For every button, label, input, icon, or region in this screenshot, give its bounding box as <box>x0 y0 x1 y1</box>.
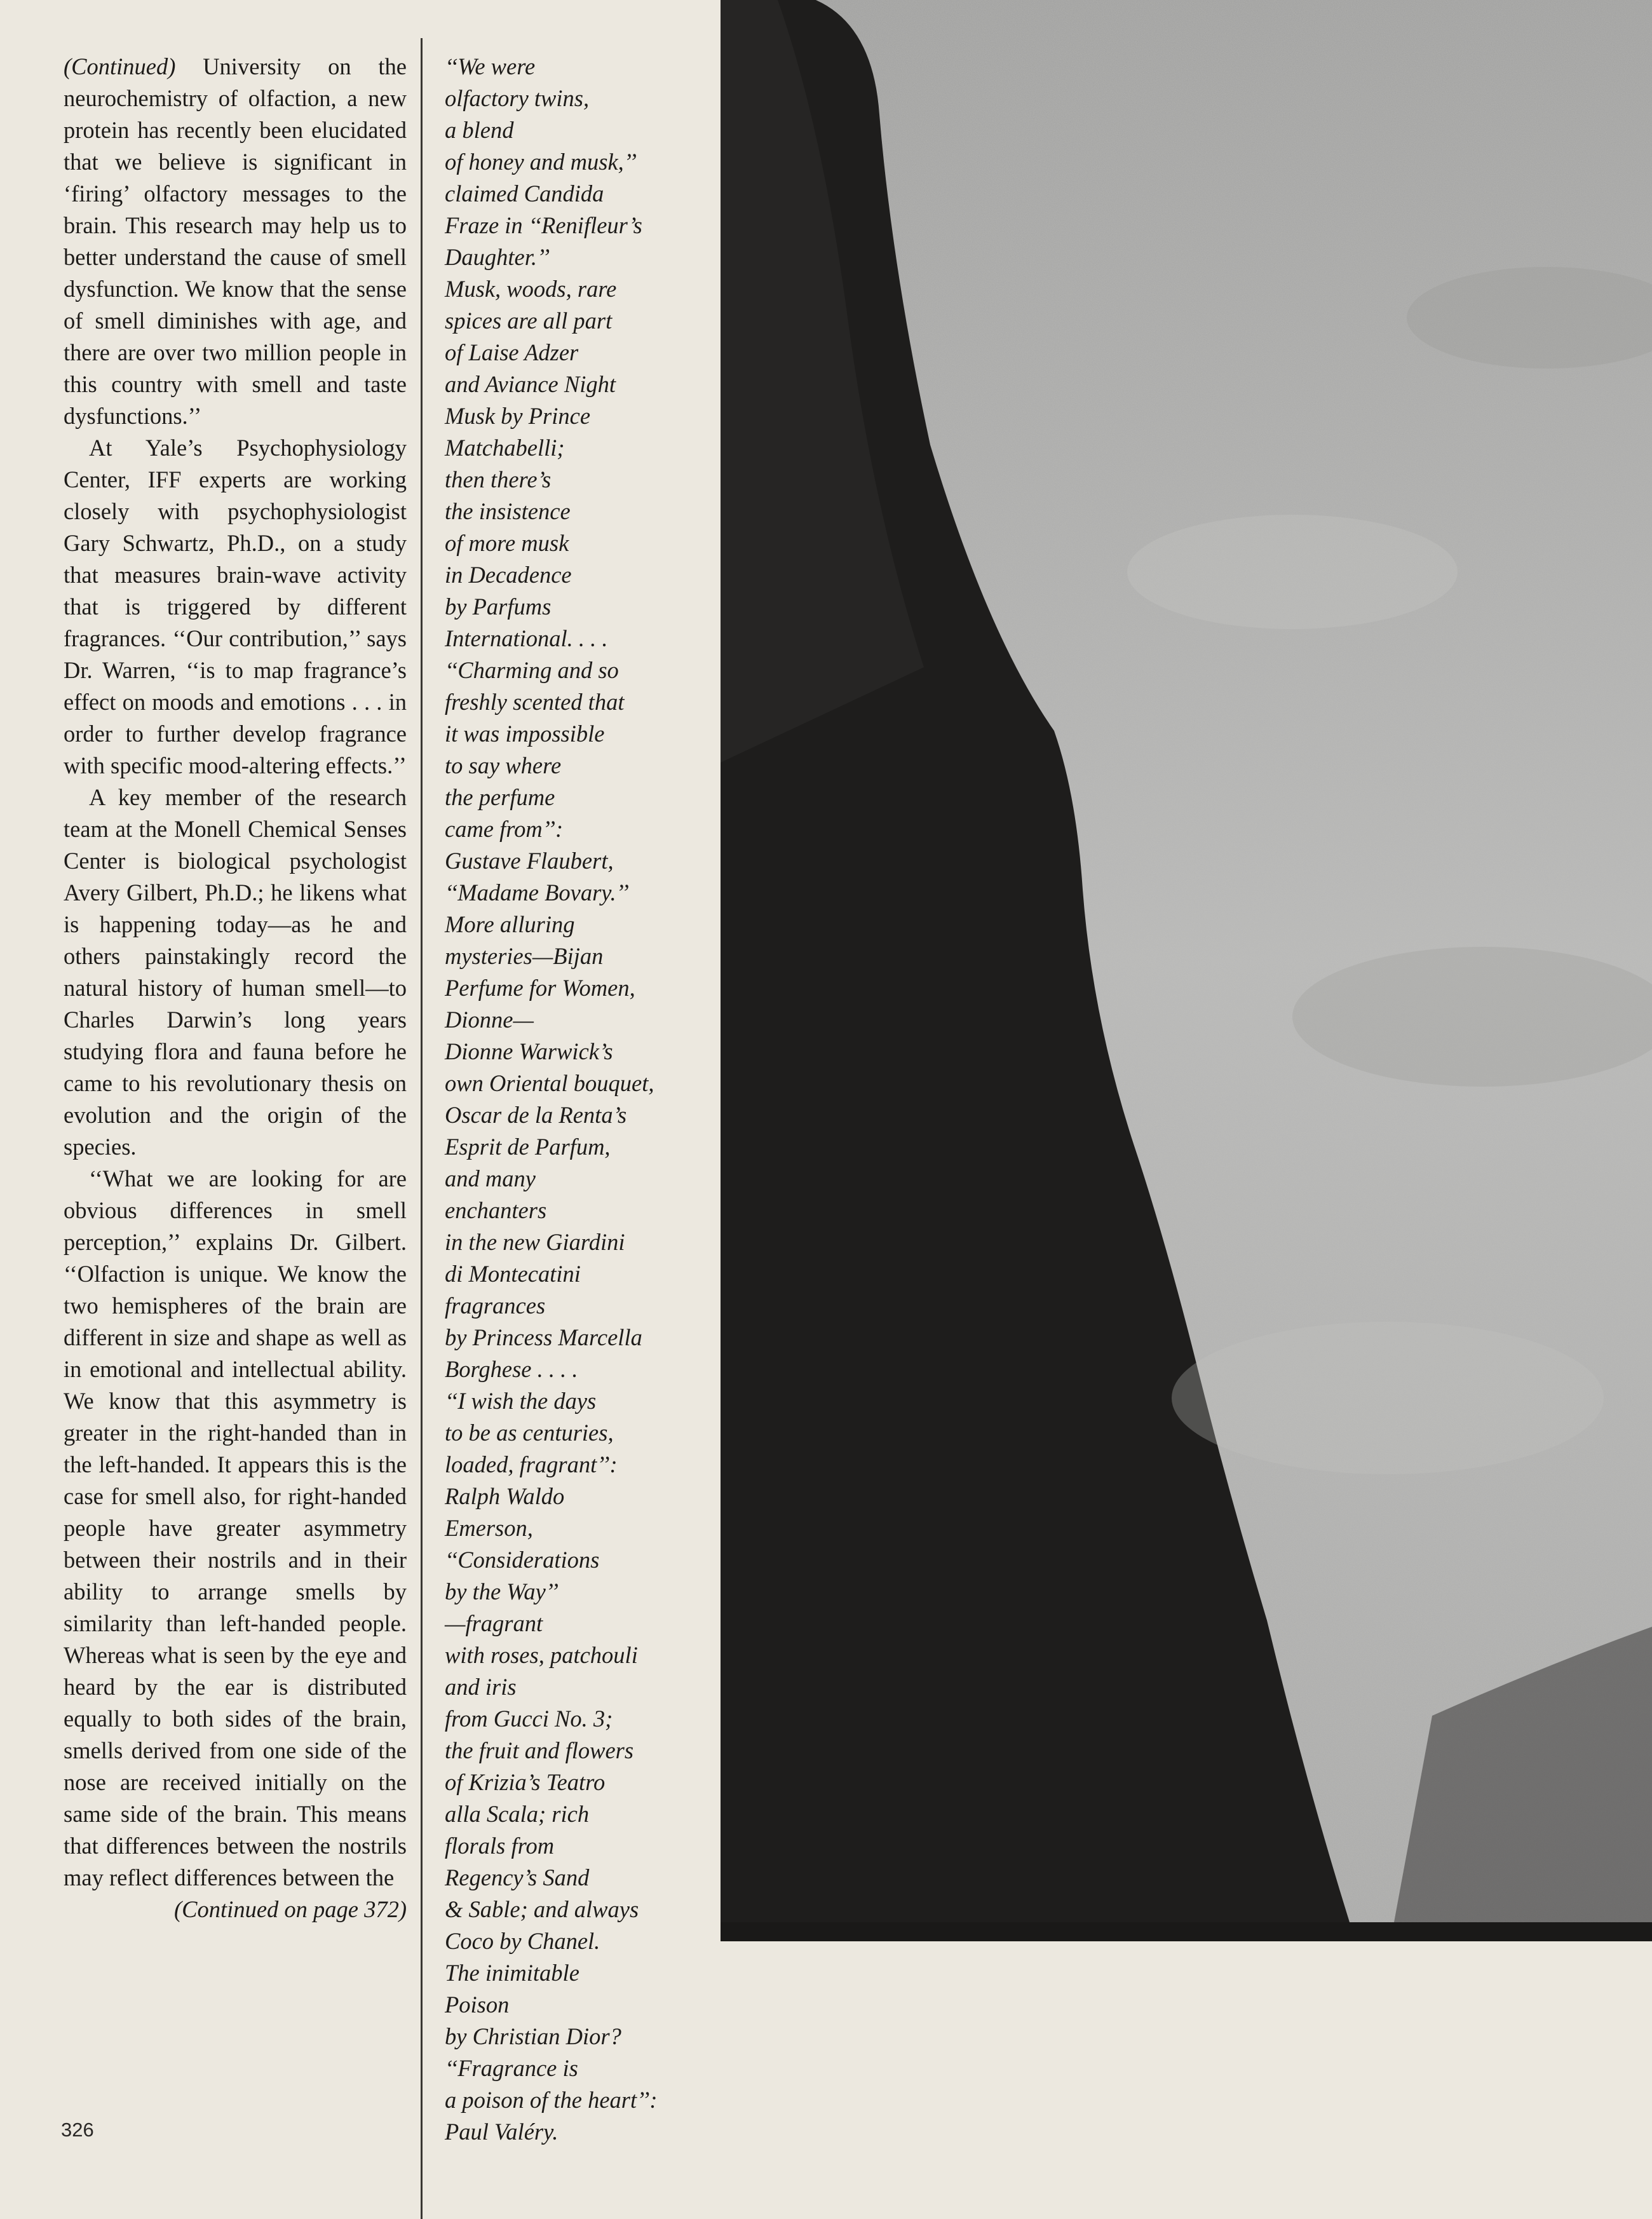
verse-line: the perfume <box>445 784 555 810</box>
paragraph-4: ‘‘What we are looking for are obvious differences in smell perception,’’ explains Dr. Gilbert. ‘‘Olfaction is unique. We know the two hemispheres of the brain are different in size and shape as well as in emotional and intellectual ability. We know that this asymmetry is greater in the right-handed than in the left-handed. It appears this is the case for smell also, for right-handed people have greater asymmetry between their nostrils and in their ability to arrange smells by similarity than left-handed people. Whereas what is seen by the eye and heard by the ear is distributed equally to both sides of the brain, smells derived from one side of the nose are received initially on the same side of the brain. This means that differences between the nostrils may reflect differences between the <box>64 1165 407 1890</box>
paragraph-1 <box>64 51 407 432</box>
verse-line: ‘‘Charming and so <box>445 657 619 683</box>
verse-line: ‘‘Madame Bovary.’’ <box>445 879 629 906</box>
article-body-column <box>64 51 407 1925</box>
verse-line: Fraze in ‘‘Renifleur’s <box>445 212 642 238</box>
verse-line: a blend <box>445 117 514 143</box>
paragraph-3: A key member of the research team at the Monell Chemical Senses Center is biological psychologist Avery Gilbert, Ph.D.; he likens what is happening today—as he and others painstakingly record the natural history of human smell—to Charles Darwin’s long years studying flora and fauna before he came to his revolutionary thesis on evolution and the origin of the species. <box>64 784 407 1160</box>
verse-line: The inimitable <box>445 1960 579 1986</box>
verse-line: —fragrant <box>445 1610 543 1636</box>
verse-line: Musk, woods, rare <box>445 276 617 302</box>
verse-line: came from’’: <box>445 816 564 842</box>
verse-line: by Parfums <box>445 594 552 620</box>
verse-line: Paul Valéry. <box>445 2119 559 2145</box>
verse-line: and many <box>445 1165 536 1191</box>
verse-line: it was impossible <box>445 721 605 747</box>
verse-line: by Christian Dior? <box>445 2023 621 2049</box>
verse-line: by the Way’’ <box>445 1578 559 1605</box>
verse-line: the insistence <box>445 498 571 524</box>
verse-line: Musk by Prince <box>445 403 591 429</box>
verse-line: own Oriental bouquet, <box>445 1070 654 1096</box>
continued-from-label: (Continued) <box>64 53 176 79</box>
column-divider <box>421 38 423 2219</box>
verse-line: freshly scented that <box>445 689 625 715</box>
verse-line: of more musk <box>445 530 569 556</box>
verse-line: with roses, patchouli <box>445 1642 638 1668</box>
verse-line: of Laise Adzer <box>445 339 579 365</box>
verse-line: alla Scala; rich <box>445 1801 590 1827</box>
verse-line: by Princess Marcella <box>445 1324 642 1350</box>
verse-line: Matchabelli; <box>445 435 565 461</box>
verse-line: to say where <box>445 752 562 778</box>
verse-line: then there’s <box>445 466 552 492</box>
silhouette-photo <box>721 0 1652 1922</box>
verse-line: from Gucci No. 3; <box>445 1706 613 1732</box>
verse-line: & Sable; and always <box>445 1896 639 1922</box>
verse-line: Ralph Waldo <box>445 1483 565 1509</box>
verse-line: ‘‘We were <box>445 53 536 79</box>
verse-line: olfactory twins, <box>445 85 590 111</box>
verse-line: Esprit de Parfum, <box>445 1134 611 1160</box>
verse-line: Regency’s Sand <box>445 1864 590 1890</box>
verse-line: in Decadence <box>445 562 572 588</box>
verse-line: Poison <box>445 1992 510 2018</box>
verse-line: Perfume for Women, <box>445 975 635 1001</box>
verse-line: ‘‘Considerations <box>445 1547 600 1573</box>
page-number: 326 <box>61 2119 94 2141</box>
verse-line: mysteries—Bijan <box>445 943 604 969</box>
verse-line: Dionne Warwick’s <box>445 1038 613 1064</box>
verse-line: loaded, fragrant’’: <box>445 1451 618 1477</box>
paragraph-2: At Yale’s Psychophysiology Center, IFF experts are working closely with psychophysiologist Gary Schwartz, Ph.D., on a study that measures brain-wave activity that is triggered by different fragrances. ‘‘Our contribution,’’ says Dr. Warren, ‘‘is to map fragrance’s effect on moods and emotions . . . in order to further develop fragrance with specific mood-altering effects.’’ <box>64 435 407 778</box>
verse-line: of Krizia’s Teatro <box>445 1769 606 1795</box>
verse-line: Emerson, <box>445 1515 533 1541</box>
verse-line: ‘‘Fragrance is <box>445 2055 578 2081</box>
verse-line: and Aviance Night <box>445 371 616 397</box>
verse-line: a poison of the heart’’: <box>445 2087 658 2113</box>
continued-on-label: (Continued on page 372) <box>174 1896 407 1922</box>
verse-line: spices are all part <box>445 308 613 334</box>
verse-line: Gustave Flaubert, <box>445 848 614 874</box>
verse-line: Daughter.’’ <box>445 244 550 270</box>
verse-line: florals from <box>445 1833 555 1859</box>
verse-line: More alluring <box>445 911 575 937</box>
verse-line: of honey and musk,’’ <box>445 149 637 175</box>
verse-line: fragrances <box>445 1293 546 1319</box>
verse-line: in the new Giardini <box>445 1229 625 1255</box>
verse-line: to be as centuries, <box>445 1420 614 1446</box>
verse-line: and iris <box>445 1674 517 1700</box>
verse-line: Oscar de la Renta’s <box>445 1102 627 1128</box>
verse-line: the fruit and flowers <box>445 1737 634 1763</box>
verse-line: International. . . . <box>445 625 608 651</box>
verse-line: Borghese . . . . <box>445 1356 578 1382</box>
verse-line: enchanters <box>445 1197 547 1223</box>
verse-line: Dionne— <box>445 1007 534 1033</box>
verse-line: di Montecatini <box>445 1261 581 1287</box>
paragraph-1-text: University on the neurochemistry of olfaction, a new protein has recently been elucidated that we believe is significant in ‘firing’ olfactory messages to the brain. This research may help us to better understand the cause of smell dysfunction. We know that the sense of smell diminishes with age, and there are over two million people in this country with smell and taste dysfunctions.’’ <box>64 53 407 429</box>
verse-line: claimed Candida <box>445 180 604 207</box>
verse-line: ‘‘I wish the days <box>445 1388 597 1414</box>
verse-line: Coco by Chanel. <box>445 1928 600 1954</box>
photo-bottom-rule <box>721 1922 1652 1941</box>
fragrance-verse-column <box>445 51 724 2148</box>
